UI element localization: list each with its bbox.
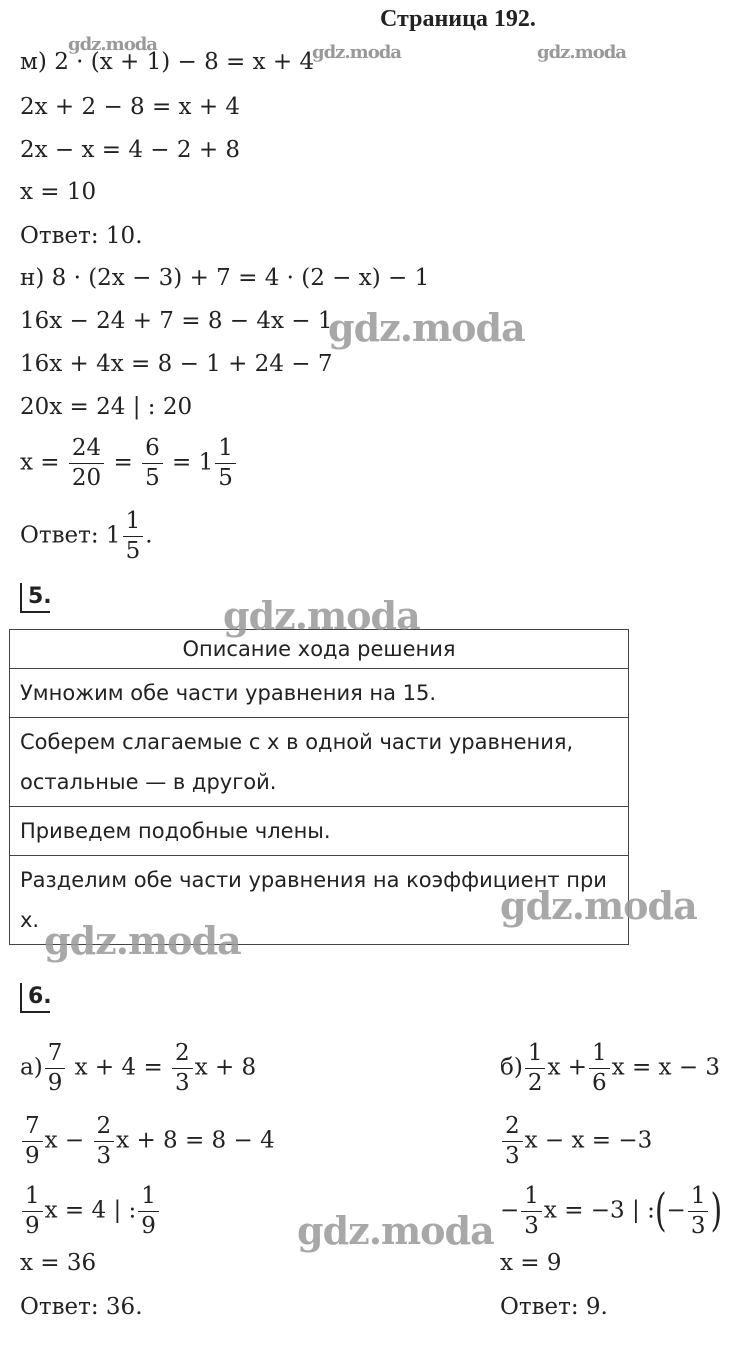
6a-answer: Ответ: 36. — [20, 1294, 143, 1320]
6b-line-3 — [500, 1185, 722, 1238]
watermark: gdz.moda — [68, 34, 157, 55]
6b-line-2 — [500, 1115, 652, 1168]
n-line-4: 20x = 24 | : 20 — [20, 394, 193, 420]
denominator: 5 — [145, 465, 160, 491]
numerator: 1 — [215, 437, 236, 464]
denominator: 6 — [592, 1070, 607, 1096]
fraction — [688, 1185, 709, 1238]
m-eq1: 2 · (x + 1) − 8 = x + 4 — [54, 49, 315, 75]
n-x: x = — [20, 449, 60, 476]
fraction — [172, 1042, 193, 1095]
6a-line-4: x = 36 — [20, 1250, 97, 1276]
task-6-number: 6. — [20, 983, 50, 1013]
6a-label: а) — [20, 1054, 43, 1081]
numerator: 1 — [688, 1185, 709, 1212]
fraction — [22, 1115, 43, 1168]
numerator: 7 — [45, 1042, 66, 1069]
6a-l1-mid: x + 4 = — [74, 1054, 163, 1081]
table-row: Соберем слагаемые с x в одной части уравнения, остальные — в другой. — [10, 718, 629, 807]
denominator: 3 — [175, 1070, 190, 1096]
m-label: м) — [20, 49, 47, 75]
fraction — [94, 1115, 115, 1168]
watermark: gdz.moda — [500, 883, 697, 928]
table-row: Разделим обе части уравнения на коэффициент при x. — [10, 856, 629, 945]
n-answer-prefix: Ответ: 1 — [20, 522, 121, 549]
6b-l3-minus2: − — [666, 1197, 686, 1224]
6a-line-2 — [20, 1115, 275, 1168]
watermark: gdz.moda — [297, 1208, 494, 1253]
numerator: 1 — [525, 1042, 546, 1069]
m-line-1 — [20, 47, 314, 77]
numerator: 1 — [22, 1185, 43, 1212]
6b-label: б) — [500, 1054, 523, 1081]
6a-l1-end: x + 8 — [194, 1054, 257, 1081]
n-line-3: 16x + 4x = 8 − 1 + 24 − 7 — [20, 351, 333, 377]
6a-line-1 — [20, 1042, 256, 1095]
equals-one: = 1 — [172, 449, 214, 476]
numerator: 6 — [142, 437, 163, 464]
numerator: 1 — [521, 1185, 542, 1212]
n-label: н) — [20, 265, 45, 291]
m-line-2: 2x + 2 − 8 = x + 4 — [20, 94, 241, 120]
6a-l3-mid: x = 4 | : — [44, 1197, 137, 1224]
6b-line-4: x = 9 — [500, 1250, 562, 1276]
6a-l2-end: x + 8 = 8 − 4 — [116, 1127, 275, 1154]
numerator: 24 — [69, 437, 104, 464]
fraction — [521, 1185, 542, 1238]
6a-line-3 — [20, 1185, 161, 1238]
denominator: 3 — [524, 1213, 539, 1239]
fraction — [45, 1042, 66, 1095]
numerator: 2 — [502, 1115, 523, 1142]
n-answer-suffix: . — [145, 522, 153, 549]
denominator: 5 — [218, 465, 233, 491]
m-line-3: 2x − x = 4 − 2 + 8 — [20, 137, 241, 163]
denominator: 2 — [527, 1070, 543, 1096]
numerator: 2 — [172, 1042, 193, 1069]
m-answer: Ответ: 10. — [20, 223, 143, 249]
watermark: gdz.moda — [537, 42, 626, 63]
6b-line-1 — [500, 1042, 720, 1095]
6b-l3-minus: − — [500, 1197, 520, 1224]
numerator: 1 — [138, 1185, 159, 1212]
6b-l1-mid: x + — [547, 1054, 588, 1081]
m-line-4: x = 10 — [20, 179, 97, 205]
watermark: gdz.moda — [223, 593, 420, 638]
fraction — [138, 1185, 159, 1238]
denominator: 9 — [25, 1143, 40, 1169]
6b-l1-end: x = x − 3 — [611, 1054, 721, 1081]
watermark: gdz.moda — [328, 305, 525, 350]
6a-l2-mid: x − — [44, 1127, 85, 1154]
n-line-5 — [20, 437, 238, 490]
fraction — [123, 510, 144, 563]
numerator: 1 — [589, 1042, 610, 1069]
denominator: 20 — [71, 465, 102, 491]
n-line-1 — [20, 263, 429, 293]
fraction — [142, 437, 163, 490]
denominator: 3 — [96, 1143, 112, 1169]
n-answer — [20, 510, 153, 563]
denominator: 9 — [47, 1070, 63, 1096]
task-5-number: 5. — [20, 583, 50, 613]
denominator: 3 — [505, 1143, 520, 1169]
n-line-2: 16x − 24 + 7 = 8 − 4x − 1 — [20, 308, 333, 334]
open-paren: ( — [654, 1184, 667, 1237]
denominator: 9 — [25, 1213, 40, 1239]
6b-answer: Ответ: 9. — [500, 1294, 608, 1320]
watermark: gdz.moda — [44, 918, 241, 963]
n-eq1: 8 · (2x − 3) + 7 = 4 · (2 − x) − 1 — [51, 265, 430, 291]
denominator: 3 — [690, 1213, 706, 1239]
table-row: Умножим обе части уравнения на 15. — [10, 669, 629, 718]
table-row: Приведем подобные члены. — [10, 807, 629, 856]
6b-l2-end: x − x = −3 — [524, 1127, 653, 1154]
fraction — [502, 1115, 523, 1168]
page-title: Страница 192. — [380, 6, 536, 32]
equals: = — [113, 449, 133, 476]
numerator: 1 — [123, 510, 144, 537]
close-paren: ) — [710, 1184, 723, 1237]
6b-l3-mid: x = −3 | : — [543, 1197, 655, 1224]
fraction — [22, 1185, 43, 1238]
fraction — [215, 437, 236, 490]
fraction — [69, 437, 104, 490]
watermark: gdz.moda — [312, 42, 401, 63]
fraction — [525, 1042, 546, 1095]
numerator: 2 — [94, 1115, 115, 1142]
table-header: Описание хода решения — [10, 630, 629, 669]
denominator: 5 — [125, 538, 141, 564]
denominator: 9 — [141, 1213, 156, 1239]
numerator: 7 — [22, 1115, 43, 1142]
fraction — [589, 1042, 610, 1095]
